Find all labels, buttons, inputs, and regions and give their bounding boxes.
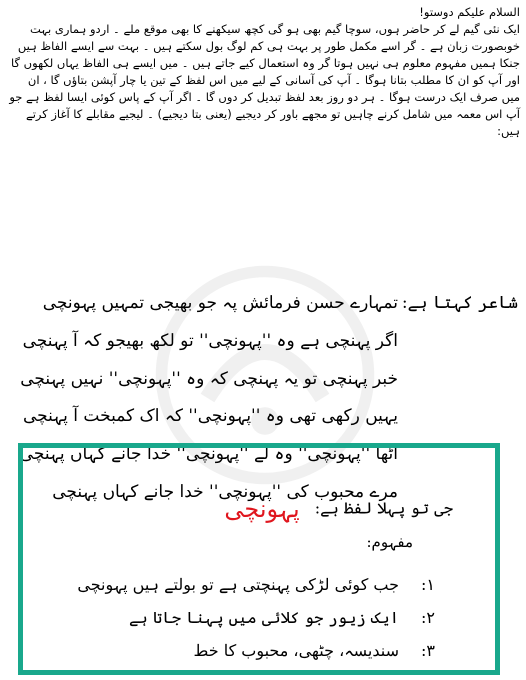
poem-line: اٹھا ''پہونچی'' وہ لے ''پہونچی'' خدا جانے کہاں پہنچی: [19, 444, 398, 465]
poem-line: یہیں رکھی تھی وہ ''پہونچی'' کہ اک کمبخت آ پہنچی: [22, 406, 398, 427]
greeting: السلام علیکم دوستو!: [419, 5, 520, 19]
intro-section: [6, 4, 520, 140]
poem-line: مرے محبوب کی ''پہونچی'' خدا جانے کہاں پہنچی: [52, 481, 398, 502]
options-list: [55, 568, 435, 667]
poem-line: تمہارے حسن فرمائش پہ جو بھیجی تمہیں پہونچی: [42, 293, 398, 313]
option-item[interactable]: [55, 568, 435, 601]
option-number: ۲:: [421, 608, 435, 627]
meaning-label: مفہوم:: [366, 533, 413, 551]
poet-label: شاعر کہتا ہے:: [401, 293, 518, 313]
option-number: ۱:: [421, 575, 435, 594]
option-number: ۳:: [421, 641, 435, 660]
quiz-box: [18, 443, 500, 675]
word-intro: جی تو پہلا لفظ ہے:: [314, 498, 453, 518]
poem-line: خبر پہنچی تو یہ پہنچی کہ وہ ''پہونچی'' نہیں پہنچی: [20, 368, 398, 389]
poem-line: اگر پہنچی ہے وہ ''پہونچی'' تو لکھ بھیجو کہ آ پہنچی: [22, 330, 398, 351]
word-row: [224, 495, 453, 523]
quiz-word: پہونچی: [224, 495, 300, 523]
option-text: جب کوئی لڑکی پہنچتی ہے تو بولتے ہیں پہونچی: [77, 575, 399, 594]
intro-paragraph: ایک نئی گیم لے کر حاضر ہوں، سوچا گیم بھی ہو گی کچھ سیکھنے کا بھی موقع ملے ۔ اردو ہماری بہت خوبصورت زبان ہے ۔ گر اسے مکمل طور پر بہت ہی کم لوگ بول سکتے ہیں ۔ بہت سے ایسے الفاظ ہیں جنکا ہمیں مفہوم معلوم ہی نہیں ہوتا گر وہ استعمال کیے جاتے ہیں ۔ میں ایسے ہی الفاظ یہاں لکھوں گا اور آپ کو ان کا مطلب بتانا ہوگا ۔ آپ کی آسانی کے لیے میں اس لفظ کے تین یا چار آپشن بتاؤں گا ، ان میں صرف ایک درست ہوگا ۔ ہر دو روز بعد لفظ تبدیل کر دوں گا ۔ اگر آپ کے پاس کوئی ایسا لفظ ہے جو آپ اس معمہ میں شامل کرنے چاہیں تو مجھے باور کر دیجیے (یعنی بتا دیجیے) ۔ لیجیے مقابلے کا آغاز کرتے ہیں:: [9, 22, 520, 138]
option-text: سندیسہ، چٹھی، محبوب کا خط: [193, 641, 399, 660]
option-item[interactable]: [55, 601, 435, 634]
option-item[interactable]: [55, 634, 435, 667]
option-text: ایک زیور جو کلائی میں پہنا جاتا ہے: [129, 608, 399, 627]
